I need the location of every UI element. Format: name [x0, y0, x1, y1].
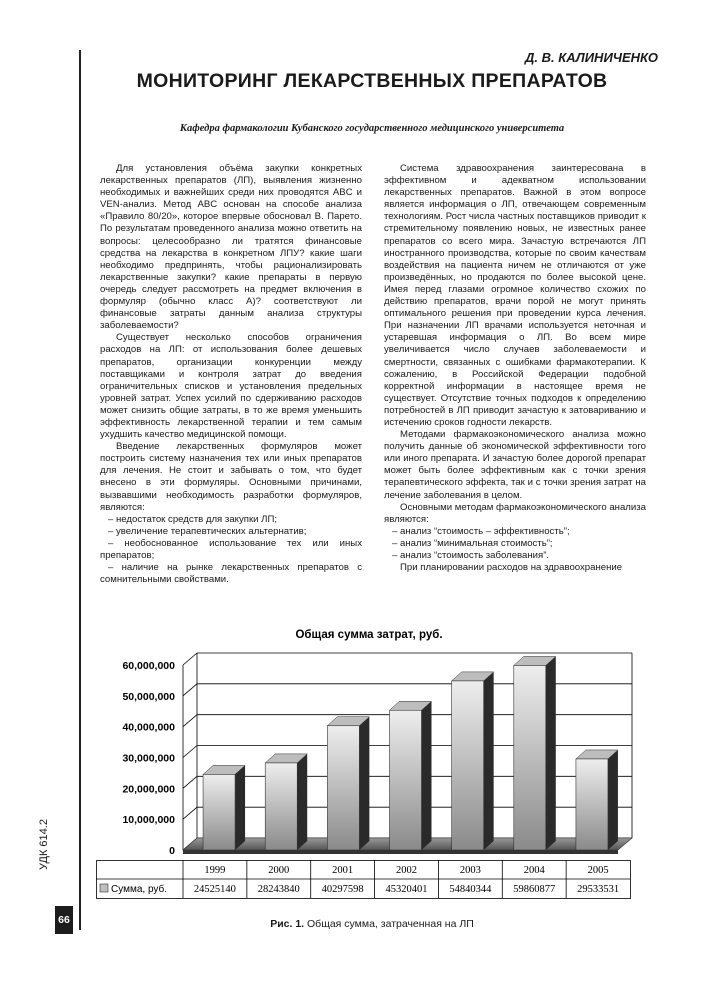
right-column	[384, 163, 646, 574]
vertical-rule	[79, 50, 81, 930]
y-tick-label: 40,000,000	[122, 721, 175, 734]
paragraph: При планировании расходов на здравоохранение	[400, 562, 623, 574]
bar-side	[359, 717, 369, 850]
list-item: – анализ “стоимость заболевания”.	[392, 550, 550, 561]
grid-diagonal	[183, 776, 197, 788]
paragraph: Для установления объёма закупки конкретных лекарственных препаратов (ЛП), выявления жизненно необходимых и важнейших среди них проводятся ABC и VEN-анализ. Метод ABC основан на способе анализа «Правило 80/20», которое впервые обосновал В. Парето. По результатам проведенного анализа можно ответить на вопросы: целесообразно ли тратятся финансовые средства на лекарства в конкретном ЛПУ? какие шаги необходимо предпринять, чтобы рационализировать лекарственные закупки? какие препараты в первую очередь следует рассмотреть на предмет включения в формуляр (обычно класс А)? соответствуют ли финансовые затраты данным анализа структуры заболеваемости?	[100, 163, 362, 332]
article-title: МОНИТОРИНГ ЛЕКАРСТВЕННЫХ ПРЕПАРАТОВ	[136, 70, 608, 92]
data-label: 40297598	[321, 884, 364, 895]
grid-diagonal	[183, 715, 197, 727]
author-name: Д. В. КАЛИНИЧЕНКО	[525, 50, 658, 65]
paragraph: Существует несколько способов ограничения расходов на ЛП: от использования более дешевых препаратов, организации конкуренции между поставщиками и контроля затрат до введения ограничительных списков и установления предельных уровней затрат. Успех усилий по сдерживанию расходов может снизить общие затраты, в то же время уменьшить эффективность лекарственной терапии и тем самым ухудшить качество медицинской помощи.	[100, 332, 362, 441]
y-tick-label: 60,000,000	[122, 660, 175, 672]
x-tick-label: 2003	[459, 865, 481, 876]
affiliation: Кафедра фармакологии Кубанского государственного медицинского университета	[179, 123, 565, 134]
data-label: 59860877	[513, 884, 556, 895]
y-tick-label: 10,000,000	[122, 814, 175, 827]
data-label: 45320401	[385, 884, 428, 895]
bar	[390, 710, 422, 850]
bar	[265, 763, 297, 850]
bar-side	[546, 656, 556, 850]
bar-side	[297, 754, 307, 850]
list-item: – анализ “стоимость – эффективность”;	[392, 525, 570, 537]
caption-label: Рис. 1.	[270, 918, 305, 930]
paragraph: Система здравоохранения заинтересована в эффективном и адекватном использовании лекарственных препаратов. Важной в этом вопросе является информация о ЛП, отвечающем современным технологиям. Рост числа частных поставщиков приводит к стремительному появлению новых, не известных ранее препаратов со всего мира. Зачастую встречаются ЛП иностранного производства, которые по своим качествам воздействия на пациента ничем не отличаются от уже произведённых, но продаются по более высокой цене. Имея перед глазами огромное количество схожих по действию препаратов, врачи порой не могут принять оптимального решения при проведении курса лечения. При назначении ЛП врачами используется неточная и устаревшая информация о ЛП. Во всем мире увеличивается число случаев заболеваемости и смертности, связанных с ошибками фармакотерапии. К сожалению, в Российской Федерации подобной корректной информации в настоящее время не существует. Отсутствие точных подходов к определению потребностей в ЛП приводит зачастую к затовариванию и истечению сроков годности лекарств.	[384, 163, 646, 428]
list-item: – наличие на рынке лекарственных препаратов с сомнительными свойствами.	[100, 562, 362, 586]
page-number: 66	[55, 906, 73, 934]
caption-text: Общая сумма, затраченная на ЛП	[304, 918, 474, 930]
y-tick-label: 50,000,000	[122, 690, 175, 703]
bar-side	[422, 701, 432, 850]
udk-code: УДК 614.2	[38, 819, 50, 870]
y-tick-label: 20,000,000	[122, 783, 175, 796]
data-label: 54840344	[449, 884, 492, 895]
grid-diagonal	[183, 746, 197, 758]
x-tick-label: 2000	[268, 865, 290, 876]
list-item: – необоснованное использование тех или иных препаратов;	[100, 537, 362, 561]
bar	[452, 681, 484, 850]
left-column	[100, 163, 362, 586]
floor-edge	[183, 850, 618, 854]
data-label: 24525140	[193, 884, 236, 895]
paragraph: Введение лекарственных формуляров может построить систему назначения тех или иных препаратов для лечения. Не стоит и забывать о том, что будет внесено в эти формуляры. Основными причинами, вызвавшими необходимость разработки формуляров, являются:	[100, 441, 362, 513]
paragraph: Методами фармакоэкономического анализа можно получить данные об экономической эффективности того или иного препарата. И зачастую более дорогой препарат может быть более эффективным как с точки зрения терапевтического эффекта, так и с точки зрения затрат на лечение заболевания в целом.	[384, 429, 646, 501]
x-tick-label: 2005	[587, 865, 609, 876]
legend-label: Сумма, руб.	[111, 884, 168, 895]
bar-side	[235, 765, 245, 850]
data-label: 28243840	[257, 884, 300, 895]
legend-swatch	[100, 884, 108, 892]
grid-diagonal	[183, 684, 197, 696]
y-tick-label: 0	[169, 845, 175, 857]
x-tick-label: 2004	[523, 865, 545, 876]
cost-bar-chart	[96, 622, 642, 908]
bar	[203, 774, 235, 850]
x-tick-label: 1999	[204, 865, 226, 876]
bar	[576, 759, 608, 850]
grid-diagonal	[183, 653, 197, 665]
x-tick-label: 2001	[332, 865, 354, 876]
bar	[514, 665, 546, 850]
bar	[327, 726, 359, 850]
list-item: – анализ “минимальная стоимость”;	[392, 537, 553, 549]
y-tick-label: 30,000,000	[122, 752, 175, 765]
list-item: – увеличение терапевтических альтернатив;	[108, 525, 307, 537]
list-item: – недостаток средств для закупки ЛП;	[108, 513, 278, 525]
x-tick-label: 2002	[396, 865, 417, 876]
chart-title: Общая сумма затрат, руб.	[295, 629, 443, 641]
bar-side	[608, 750, 618, 850]
paragraph: Основными методам фармакоэкономического анализа являются:	[384, 501, 647, 525]
data-label: 29533531	[577, 884, 620, 895]
bar-side	[484, 672, 494, 850]
figure-caption	[82, 918, 662, 930]
grid-diagonal	[183, 807, 197, 819]
